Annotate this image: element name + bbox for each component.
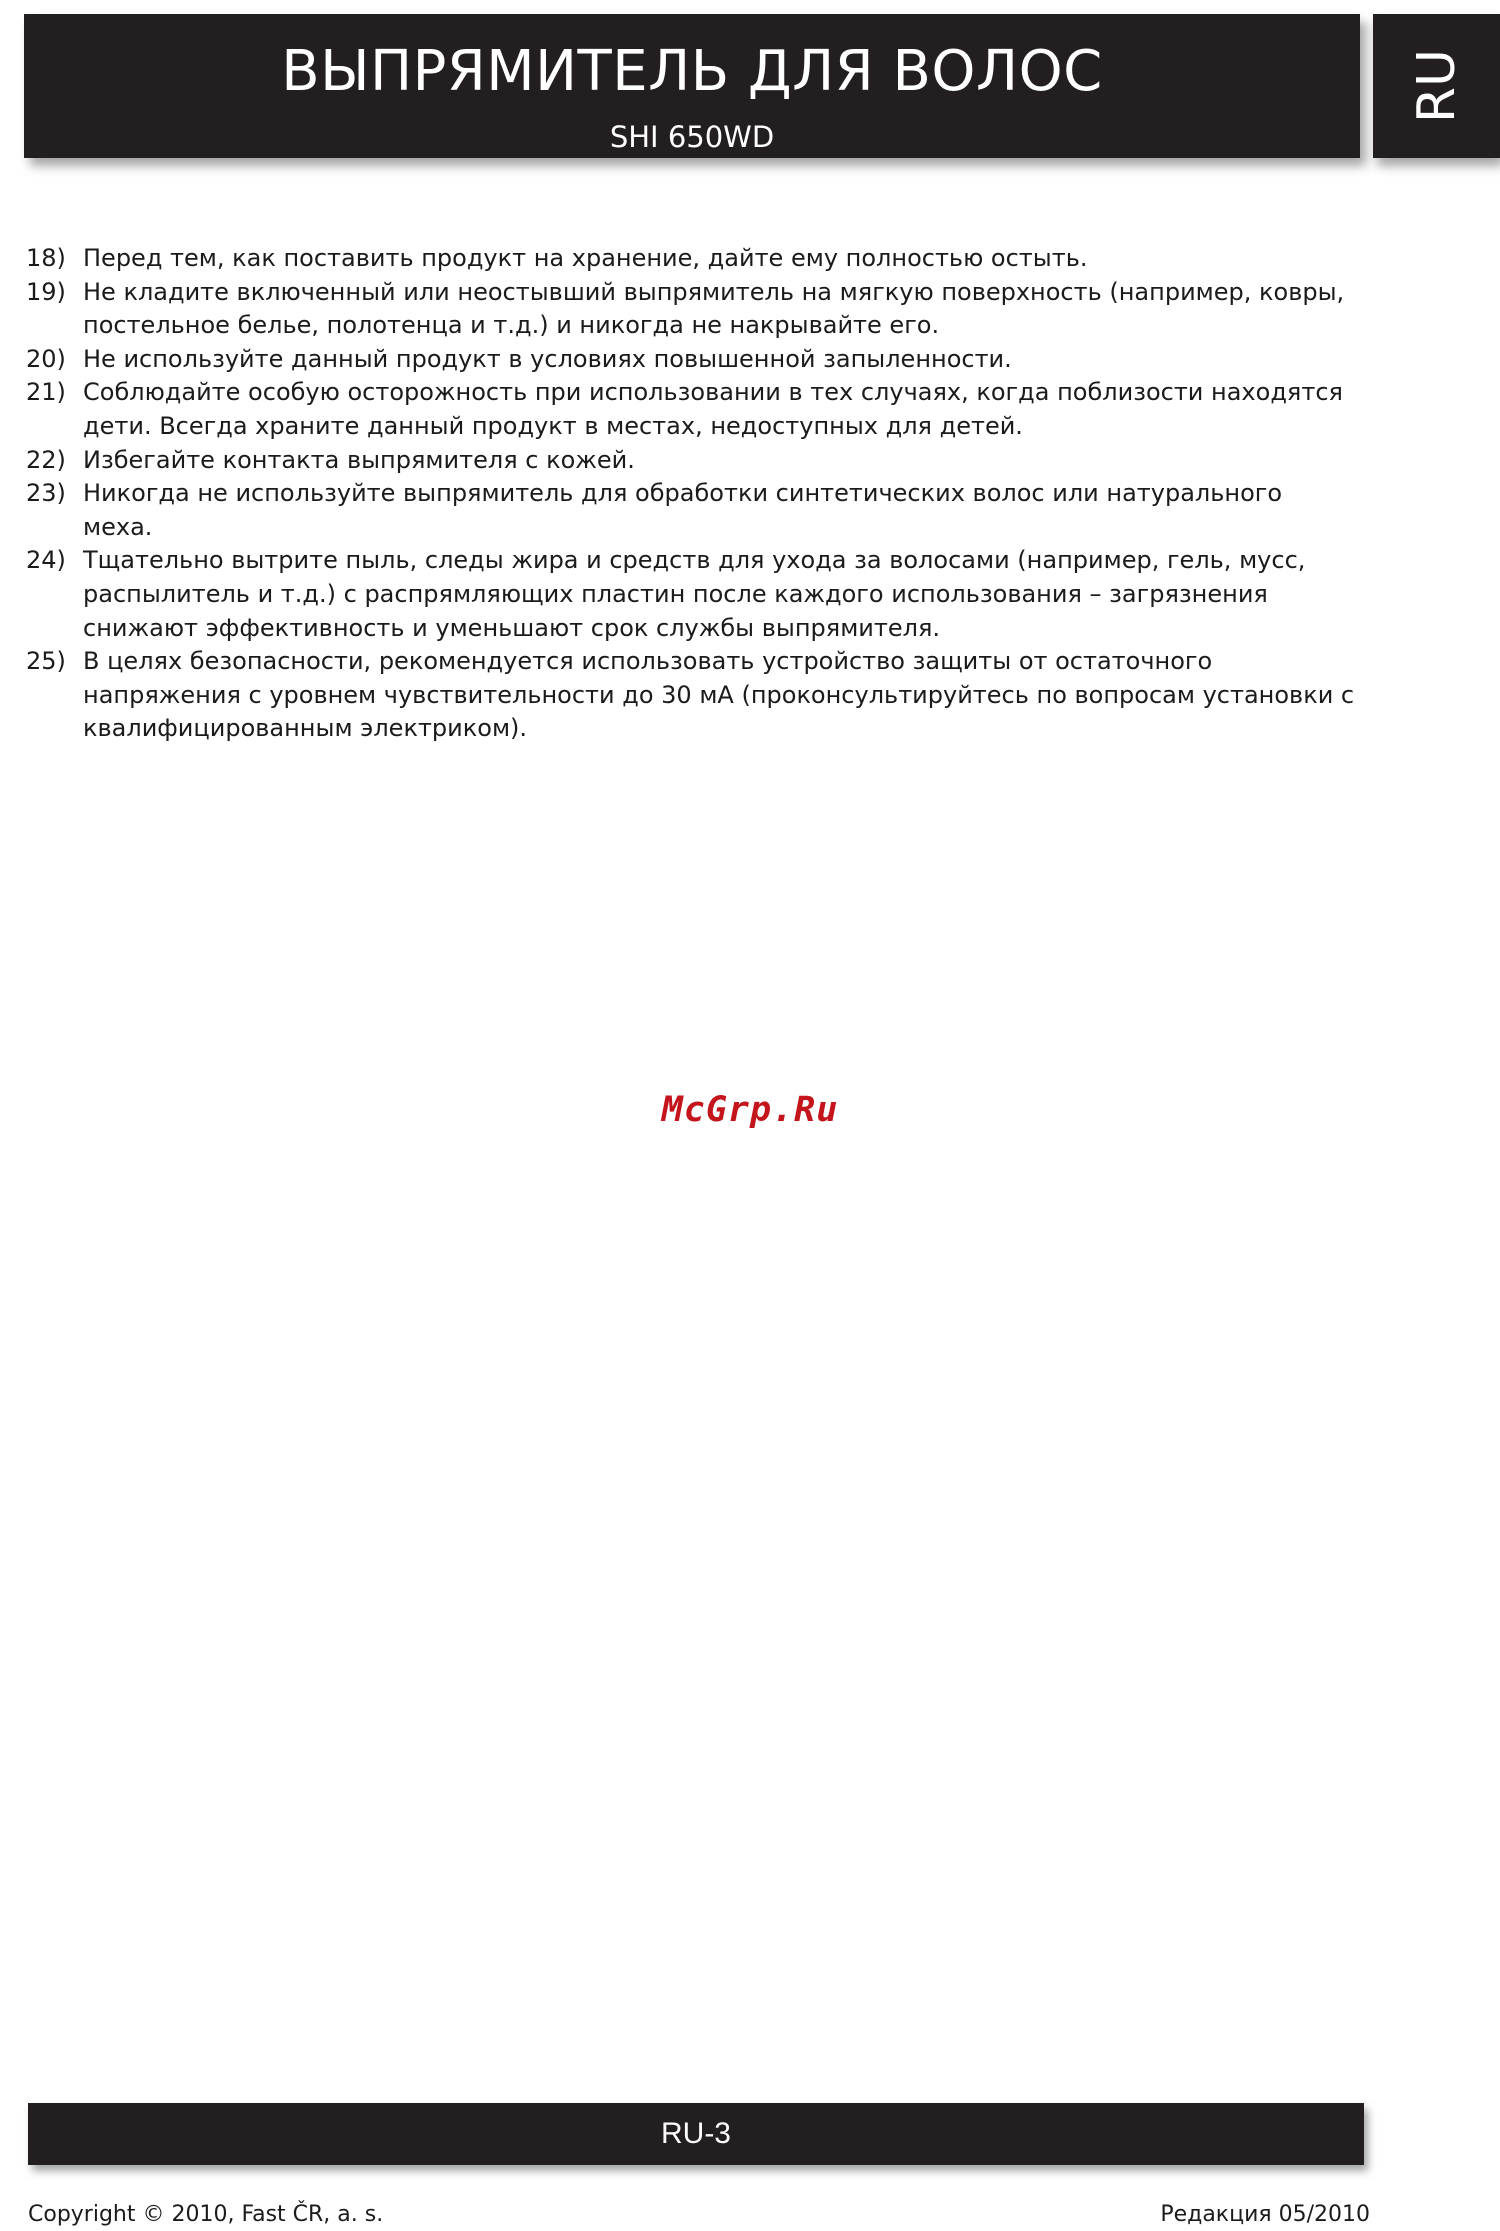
item-text: Соблюдайте особую осторожность при использовании в тех случаях, когда поблизости находятся дети. Всегда храните данный продукт в местах, недоступных для детей. <box>83 378 1343 440</box>
page-title: ВЫПРЯМИТЕЛЬ ДЛЯ ВОЛОС <box>281 39 1103 104</box>
list-item <box>26 444 1356 478</box>
edition-text: Редакция 05/2010 <box>1160 2202 1370 2227</box>
footer-bar <box>28 2103 1364 2165</box>
item-text: Не используйте данный продукт в условиях повышенной запыленности. <box>83 344 1012 373</box>
list-item <box>26 477 1356 544</box>
item-number: 24) <box>26 546 66 575</box>
item-number: 23) <box>26 479 66 508</box>
list-item <box>26 276 1356 343</box>
list-item <box>26 242 1356 276</box>
safety-instructions-list <box>26 242 1356 746</box>
watermark: McGrp.Ru <box>661 1090 839 1130</box>
language-label: RU <box>1406 48 1467 124</box>
item-number: 22) <box>26 445 66 474</box>
item-text: Никогда не используйте выпрямитель для обработки синтетических волос или натурального меха. <box>83 479 1283 541</box>
item-number: 18) <box>26 244 66 272</box>
item-number: 21) <box>26 378 66 407</box>
list-item <box>26 645 1356 746</box>
model-number: SHI 650WD <box>609 120 775 154</box>
item-text: Тщательно вытрите пыль, следы жира и средств для ухода за волосами (например, гель, мусс, распылитель и т.д.) с распрямляющих пластин после каждого использования – загрязнения снижают эффективность и уменьшают срок службы выпрямителя. <box>83 546 1306 642</box>
item-text: Не кладите включенный или неостывший выпрямитель на мягкую поверхность (например, ковры, постельное белье, полотенца и т.д.) и никогда не накрывайте его. <box>83 277 1345 340</box>
page-number: RU-3 <box>660 2117 731 2150</box>
header-bar <box>24 14 1360 158</box>
item-text: Перед тем, как поставить продукт на хранение, дайте ему полностью остыть. <box>83 244 1088 272</box>
copyright-text: Copyright © 2010, Fast ČR, a. s. <box>28 2202 384 2227</box>
item-number: 20) <box>26 344 66 373</box>
list-item <box>26 544 1356 645</box>
list-item <box>26 343 1356 377</box>
item-number: 25) <box>26 647 66 676</box>
list-item <box>26 376 1356 443</box>
language-tab <box>1373 14 1500 158</box>
item-text: Избегайте контакта выпрямителя с кожей. <box>83 445 635 474</box>
item-text: В целях безопасности, рекомендуется использовать устройство защиты от остаточного напряжения с уровнем чувствительности до 30 мА (проконсультируйтесь по вопросам установки с квалифицированным электриком). <box>83 647 1355 743</box>
item-number: 19) <box>26 277 66 306</box>
